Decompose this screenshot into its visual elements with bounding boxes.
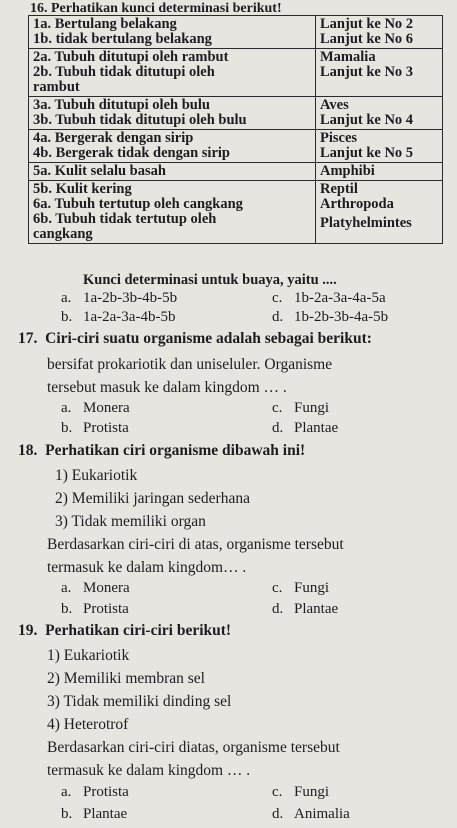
- q17-heading: [18, 330, 372, 348]
- q18-option-d[interactable]: [272, 601, 338, 618]
- key-row: [29, 130, 443, 163]
- option-text: Monera: [83, 580, 130, 596]
- key-line: cangkang: [33, 226, 93, 242]
- q19-option-b[interactable]: [61, 806, 127, 823]
- key-description-cell: [29, 16, 316, 49]
- key-result: Lanjut ke No 5: [320, 145, 414, 161]
- option-letter: b.: [61, 601, 73, 617]
- question-number: 19.: [18, 622, 38, 639]
- key-line: 1a. Bertulang belakang: [33, 16, 177, 32]
- key-description-cell: [29, 181, 316, 244]
- question-number: 18.: [18, 442, 38, 459]
- key-line: 6b. Tubuh tidak tertutup oleh: [33, 211, 217, 227]
- option-text: Protista: [83, 420, 129, 436]
- key-description-cell: [29, 130, 316, 163]
- key-row: [29, 49, 443, 97]
- option-letter: c.: [272, 784, 283, 800]
- key-line: rambut: [33, 79, 80, 95]
- q17-option-d[interactable]: [272, 420, 338, 437]
- option-text: Plantae: [294, 601, 339, 617]
- q19-text-line: termasuk ke dalam kingdom … .: [47, 762, 251, 779]
- q17-text-line: bersifat prokariotik dan uniseluler. Organisme: [47, 356, 333, 373]
- key-result: Pisces: [320, 130, 358, 146]
- key-result: Platyhelmintes: [320, 215, 412, 231]
- q19-item: 2) Memiliki membran sel: [47, 670, 205, 687]
- key-row: [29, 163, 443, 181]
- key-line: 2b. Tubuh tidak ditutupi oleh: [33, 64, 215, 80]
- determination-key-table: [28, 15, 443, 244]
- q18-text-line: termasuk ke dalam kingdom… .: [47, 559, 247, 576]
- option-letter: a.: [61, 290, 72, 306]
- option-text: Fungi: [294, 580, 330, 596]
- q18-item: 3) Tidak memiliki organ: [55, 513, 206, 530]
- option-letter: a.: [61, 784, 72, 800]
- key-line: 5a. Kulit selalu basah: [33, 163, 166, 179]
- option-letter: a.: [61, 400, 72, 416]
- option-text: 1a-2a-3a-4b-5b: [83, 309, 176, 325]
- option-letter: b.: [61, 806, 73, 822]
- option-text: Monera: [83, 400, 130, 416]
- q18-heading: [18, 442, 305, 460]
- key-result-cell: [316, 130, 443, 163]
- question-text: Perhatikan ciri-ciri berikut!: [45, 622, 232, 639]
- option-text: 1b-2b-3b-4a-5b: [294, 309, 389, 325]
- key-line: 2a. Tubuh ditutupi oleh rambut: [33, 49, 229, 65]
- key-line: 4b. Bergerak tidak dengan sirip: [33, 145, 230, 161]
- q19-option-d[interactable]: [272, 806, 350, 823]
- option-letter: b.: [61, 309, 73, 325]
- key-description-cell: [29, 163, 316, 181]
- q18-option-c[interactable]: [272, 580, 329, 597]
- key-result: Arthropoda: [320, 196, 394, 212]
- q19-option-a[interactable]: [61, 784, 129, 801]
- q16-option-b[interactable]: [61, 309, 175, 326]
- key-result: Lanjut ke No 2: [320, 16, 414, 32]
- key-result-cell: [316, 16, 443, 49]
- q18-item: 2) Memiliki jaringan sederhana: [55, 490, 250, 507]
- q18-text-line: Berdasarkan ciri-ciri di atas, organisme tersebut: [47, 536, 344, 553]
- option-letter: a.: [61, 580, 72, 596]
- key-row: [29, 16, 443, 49]
- key-description-cell: [29, 97, 316, 130]
- q19-item: 3) Tidak memiliki dinding sel: [47, 693, 232, 710]
- key-result: Lanjut ke No 4: [320, 112, 414, 128]
- option-letter: d.: [272, 601, 284, 617]
- option-text: Animalia: [294, 806, 350, 822]
- key-result: Mamalia: [320, 49, 376, 65]
- option-letter: c.: [272, 580, 283, 596]
- question-text: Ciri-ciri suatu organisme adalah sebagai berikut:: [45, 330, 372, 347]
- q16-option-d[interactable]: [272, 309, 388, 326]
- key-result: Lanjut ke No 6: [320, 31, 414, 47]
- option-text: Fungi: [294, 400, 330, 416]
- q17-text-line: tersebut masuk ke dalam kingdom … .: [47, 379, 287, 396]
- option-letter: c.: [272, 400, 283, 416]
- key-line: 4a. Bergerak dengan sirip: [33, 130, 194, 146]
- q19-option-c[interactable]: [272, 784, 329, 801]
- key-line: 6a. Tubuh tertutup oleh cangkang: [33, 196, 243, 212]
- option-text: 1a-2b-3b-4b-5b: [83, 290, 178, 306]
- key-result: Amphibi: [320, 163, 375, 179]
- option-letter: d.: [272, 806, 284, 822]
- option-text: Protista: [83, 601, 129, 617]
- option-letter: d.: [272, 309, 284, 325]
- q17-option-c[interactable]: [272, 400, 329, 417]
- option-text: 1b-2a-3a-4a-5a: [294, 290, 386, 306]
- q18-option-a[interactable]: [61, 580, 130, 597]
- key-row: [29, 181, 443, 244]
- option-text: Protista: [83, 784, 129, 800]
- key-result-cell: [316, 181, 443, 244]
- key-line: 3a. Tubuh ditutupi oleh bulu: [33, 97, 210, 113]
- key-result: Lanjut ke No 3: [320, 64, 414, 80]
- question-text: Perhatikan ciri organisme dibawah ini!: [45, 442, 306, 459]
- q17-option-a[interactable]: [61, 400, 130, 417]
- key-result: Reptil: [320, 181, 358, 197]
- option-text: Plantae: [294, 420, 339, 436]
- q16-option-a[interactable]: [61, 290, 177, 307]
- q19-item: 1) Eukariotik: [47, 647, 130, 664]
- option-letter: b.: [61, 420, 73, 436]
- key-result-cell: [316, 49, 443, 97]
- question-number: 17.: [18, 330, 38, 347]
- q17-option-b[interactable]: [61, 420, 129, 437]
- q19-text-line: Berdasarkan ciri-ciri diatas, organisme tersebut: [47, 739, 340, 756]
- q19-heading: [18, 622, 231, 640]
- q16-caption: Kunci determinasi untuk buaya, yaitu ....: [83, 272, 337, 288]
- key-result-cell: [316, 97, 443, 130]
- q18-item: 1) Eukariotik: [55, 467, 138, 484]
- key-line: 3b. Tubuh tidak ditutupi oleh bulu: [33, 112, 247, 128]
- key-result-cell: [316, 163, 443, 181]
- q18-option-b[interactable]: [61, 601, 129, 618]
- option-letter: c.: [272, 290, 283, 306]
- key-result: Aves: [320, 97, 349, 113]
- option-text: Fungi: [294, 784, 330, 800]
- q19-item: 4) Heterotrof: [47, 716, 129, 733]
- option-text: Plantae: [83, 806, 128, 822]
- q16-option-c[interactable]: [272, 290, 386, 307]
- q16-title: 16. Perhatikan kunci determinasi berikut!: [30, 1, 282, 16]
- key-line: 5b. Kulit kering: [33, 181, 132, 197]
- option-letter: d.: [272, 420, 284, 436]
- key-line: 1b. tidak bertulang belakang: [33, 31, 212, 47]
- key-row: [29, 97, 443, 130]
- key-description-cell: [29, 49, 316, 97]
